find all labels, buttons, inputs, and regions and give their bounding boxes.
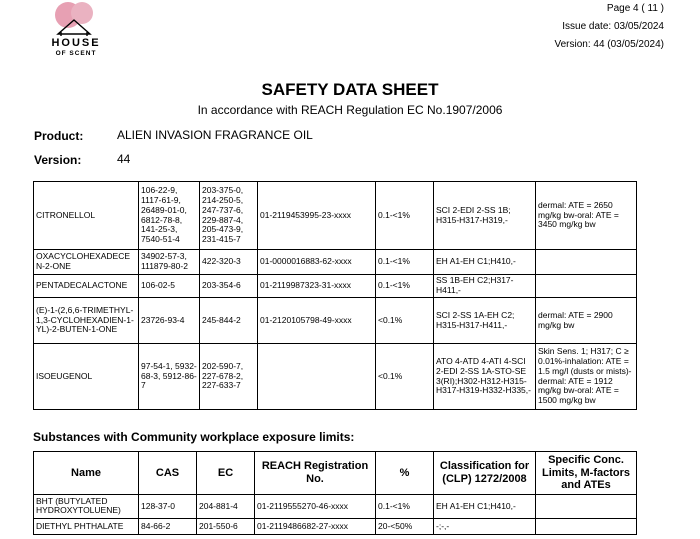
clp-classification: -;-,-: [434, 518, 536, 534]
table-header-row: [34, 452, 637, 495]
percentage: 20-<50%: [376, 518, 434, 534]
percentage: 0.1-<1%: [376, 494, 434, 518]
reach-number: [258, 344, 376, 410]
page-number: Page 4 ( 11 ): [606, 3, 664, 14]
clp-classification: SCI 2-SS 1A-EH C2; H315-H317-H411,-: [434, 298, 536, 344]
col-header-limits: Specific Conc. Limits, M-factors and ATEs: [536, 452, 637, 495]
exposure-limits-table: [33, 451, 637, 535]
ec-number: 202-590-7, 227-678-2, 227-633-7: [200, 344, 258, 410]
table-row: [34, 182, 637, 250]
cas-number: 97-54-1, 5932-68-3, 5912-86-7: [139, 344, 200, 410]
cas-number: 106-02-5: [139, 275, 200, 298]
table-row: [34, 494, 637, 518]
clp-classification: EH A1-EH C1;H410,-: [434, 250, 536, 275]
brand-line2: OF SCENT: [55, 50, 97, 57]
specific-limits: [536, 275, 637, 298]
product-value: ALIEN INVASION FRAGRANCE OIL: [117, 128, 313, 142]
specific-limits: dermal: ATE = 2650 mg/kg bw-oral: ATE = 3450 mg/kg bw: [536, 182, 637, 250]
exposure-limits-heading: Substances with Community workplace exposure limits:: [33, 430, 355, 444]
ec-number: 203-375-0, 214-250-5, 247-737-6, 229-887-4, 205-473-9, 231-415-7: [200, 182, 258, 250]
document-title: SAFETY DATA SHEET: [261, 80, 439, 99]
substance-name: ISOEUGENOL: [34, 344, 139, 410]
table-row: [34, 298, 637, 344]
reach-number: 01-0000016883-62-xxxx: [258, 250, 376, 275]
substance-name: DIETHYL PHTHALATE: [34, 518, 139, 534]
reach-number: 01-2119486682-27-xxxx: [255, 518, 376, 534]
reach-number: 01-2120105798-49-xxxx: [258, 298, 376, 344]
clp-classification: ATO 4-ATD 4-ATI 4-SCI 2-EDI 2-SS 1A-STO-SE 3(RI);H302-H312-H315-H317-H319-H332-H335,-: [434, 344, 536, 410]
clp-classification: EH A1-EH C1;H410,-: [434, 494, 536, 518]
clp-classification: SCI 2-EDI 2-SS 1B; H315-H317-H319,-: [434, 182, 536, 250]
ec-number: 203-354-6: [200, 275, 258, 298]
version-info: Version: 44 (03/05/2024): [554, 39, 664, 50]
product-label: Product:: [34, 129, 84, 143]
substance-name: BHT (BUTYLATED HYDROXYTOLUENE): [34, 494, 139, 518]
cas-number: 34902-57-3, 111879-80-2: [139, 250, 200, 275]
specific-limits: dermal: ATE = 2900 mg/kg bw: [536, 298, 637, 344]
clp-classification: SS 1B-EH C2;H317-H411,-: [434, 275, 536, 298]
percentage: 0.1-<1%: [376, 275, 434, 298]
specific-limits: [536, 518, 637, 534]
brand-wordmark: [44, 38, 108, 58]
col-header-clp: Classification for (CLP) 1272/2008: [434, 452, 536, 495]
col-header-ec: EC: [197, 452, 255, 495]
col-header-name: Name: [34, 452, 139, 495]
reach-number: 01-2119453995-23-xxxx: [258, 182, 376, 250]
brand-line1: HOUSE: [51, 37, 101, 49]
percentage: <0.1%: [376, 298, 434, 344]
specific-limits: Skin Sens. 1; H317; C ≥ 0.01%-inhalation: ATE = 1.5 mg/l (dusts or mists)-dermal: ATE = 1912 mg/kg bw-oral: ATE = 1500 mg/kg bw: [536, 344, 637, 410]
col-header-percent: %: [376, 452, 434, 495]
specific-limits: [536, 494, 637, 518]
substance-name: PENTADECALACTONE: [34, 275, 139, 298]
percentage: 0.1-<1%: [376, 250, 434, 275]
substance-name: CITRONELLOL: [34, 182, 139, 250]
substances-table: [33, 181, 637, 410]
version-label: Version:: [34, 153, 82, 167]
cas-number: 84-66-2: [139, 518, 197, 534]
col-header-cas: CAS: [139, 452, 197, 495]
table-row: [34, 518, 637, 534]
cas-number: 23726-93-4: [139, 298, 200, 344]
issue-date: Issue date: 03/05/2024: [562, 21, 664, 32]
specific-limits: [536, 250, 637, 275]
percentage: 0.1-<1%: [376, 182, 434, 250]
version-value: 44: [117, 152, 131, 166]
reach-number: 01-2119987323-31-xxxx: [258, 275, 376, 298]
substance-name: (E)-1-(2,6,6-TRIMETHYL-1,3-CYCLOHEXADIEN-1-YL)-2-BUTEN-1-ONE: [34, 298, 139, 344]
ec-number: 245-844-2: [200, 298, 258, 344]
reach-number: 01-2119555270-46-xxxx: [255, 494, 376, 518]
ec-number: 422-320-3: [200, 250, 258, 275]
ec-number: 204-881-4: [197, 494, 255, 518]
document-subtitle: In accordance with REACH Regulation EC No.1907/2006: [197, 103, 503, 117]
ec-number: 201-550-6: [197, 518, 255, 534]
table-row: [34, 344, 637, 410]
substance-name: OXACYCLOHEXADECEN-2-ONE: [34, 250, 139, 275]
table-row: [34, 250, 637, 275]
col-header-reach: REACH Registration No.: [255, 452, 376, 495]
cas-number: 106-22-9, 1117-61-9, 26489-01-0, 6812-78-8, 141-25-3, 7540-51-4: [139, 182, 200, 250]
percentage: <0.1%: [376, 344, 434, 410]
cas-number: 128-37-0: [139, 494, 197, 518]
table-row: [34, 275, 637, 298]
